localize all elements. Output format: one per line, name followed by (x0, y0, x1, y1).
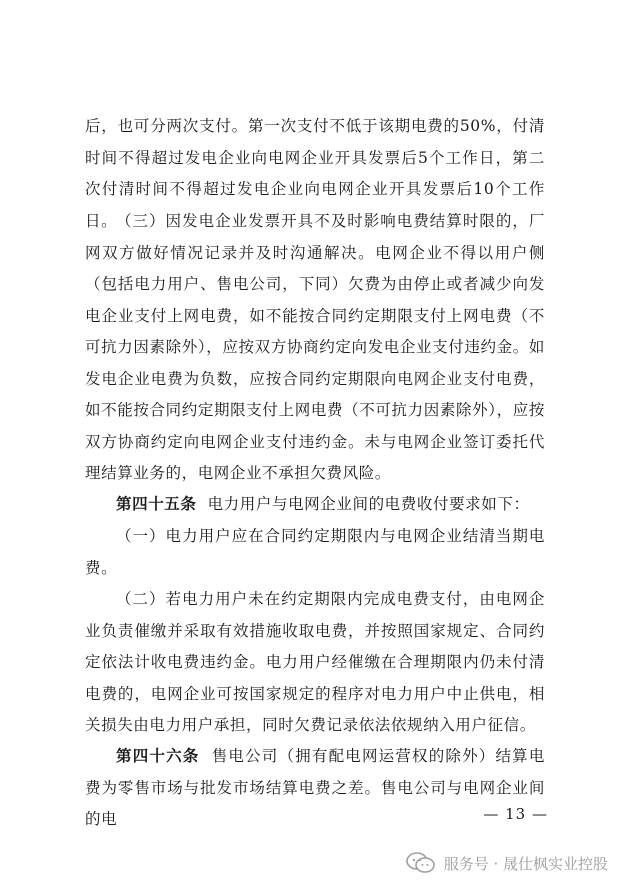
article-heading: 第四十六条 (116, 747, 200, 765)
article-heading: 第四十五条 (116, 495, 197, 513)
paragraph-text: 售电公司（拥有配电网运营权的除外）结算电费为零售市场与批发市场结算电费之差。售电公司与电网企业间的电 (85, 747, 545, 828)
paragraph-item-2 (85, 584, 545, 742)
watermark-text: 服务号 · 晟仕枫实业控股 (443, 854, 608, 873)
article-46 (85, 741, 545, 836)
paragraph-text: 电力用户与电网企业间的电费收付要求如下： (207, 495, 530, 513)
paragraph-item-1 (85, 521, 545, 584)
paragraph-text: （三）因发电企业发票开具不及时影响电费结算时限的，厂网双方做好情况记录并及时沟通解决。电网企业不得以用户侧（包括电力用户、售电公司，下同）欠费为由停止或者减少向发电企业支付上网电费，如不能按合同约定期限支付上网电费（不可抗力因素除外），应按双方协商约定向发电企业支付违约金。如发电企业电费为负数，应按合同约定期限向电网企业支付电费，如不能按合同约定期限支付上网电费（不可抗力因素除外），应按双方协商约定向电网企业支付违约金。未与电网企业签订委托代理结算业务的，电网企业不承担欠费风险。 (85, 212, 545, 482)
watermark (406, 848, 608, 878)
page-number: — 13 — (483, 805, 548, 823)
paragraph-text: （二）若电力用户未在约定期限内完成电费支付，由电网企业负责催缴并采取有效措施收取电费，并按照国家规定、合同约定依法计收电费违约金。电力用户经催缴在合理期限内仍未付清电费的，电网企业可按国家规定的程序对电力用户中止供电，相关损失由电力用户承担，同时欠费记录依法依规纳入用户征信。 (85, 590, 545, 734)
paragraph-text: 后，也可分两次支付。第一次支付不低于该期电费的50%，付清时间不得超过发电企业向电网企业开具发票后5个工作日，第二次付清时间不得超过发电企业向电网企业开具发票后10个工作日。 (85, 117, 545, 230)
paragraph-item-3 (85, 206, 545, 490)
article-45 (85, 489, 545, 521)
paragraph-text: （一）电力用户应在合同约定期限内与电网企业结清当期电费。 (85, 527, 545, 577)
wechat-icon (406, 852, 436, 874)
